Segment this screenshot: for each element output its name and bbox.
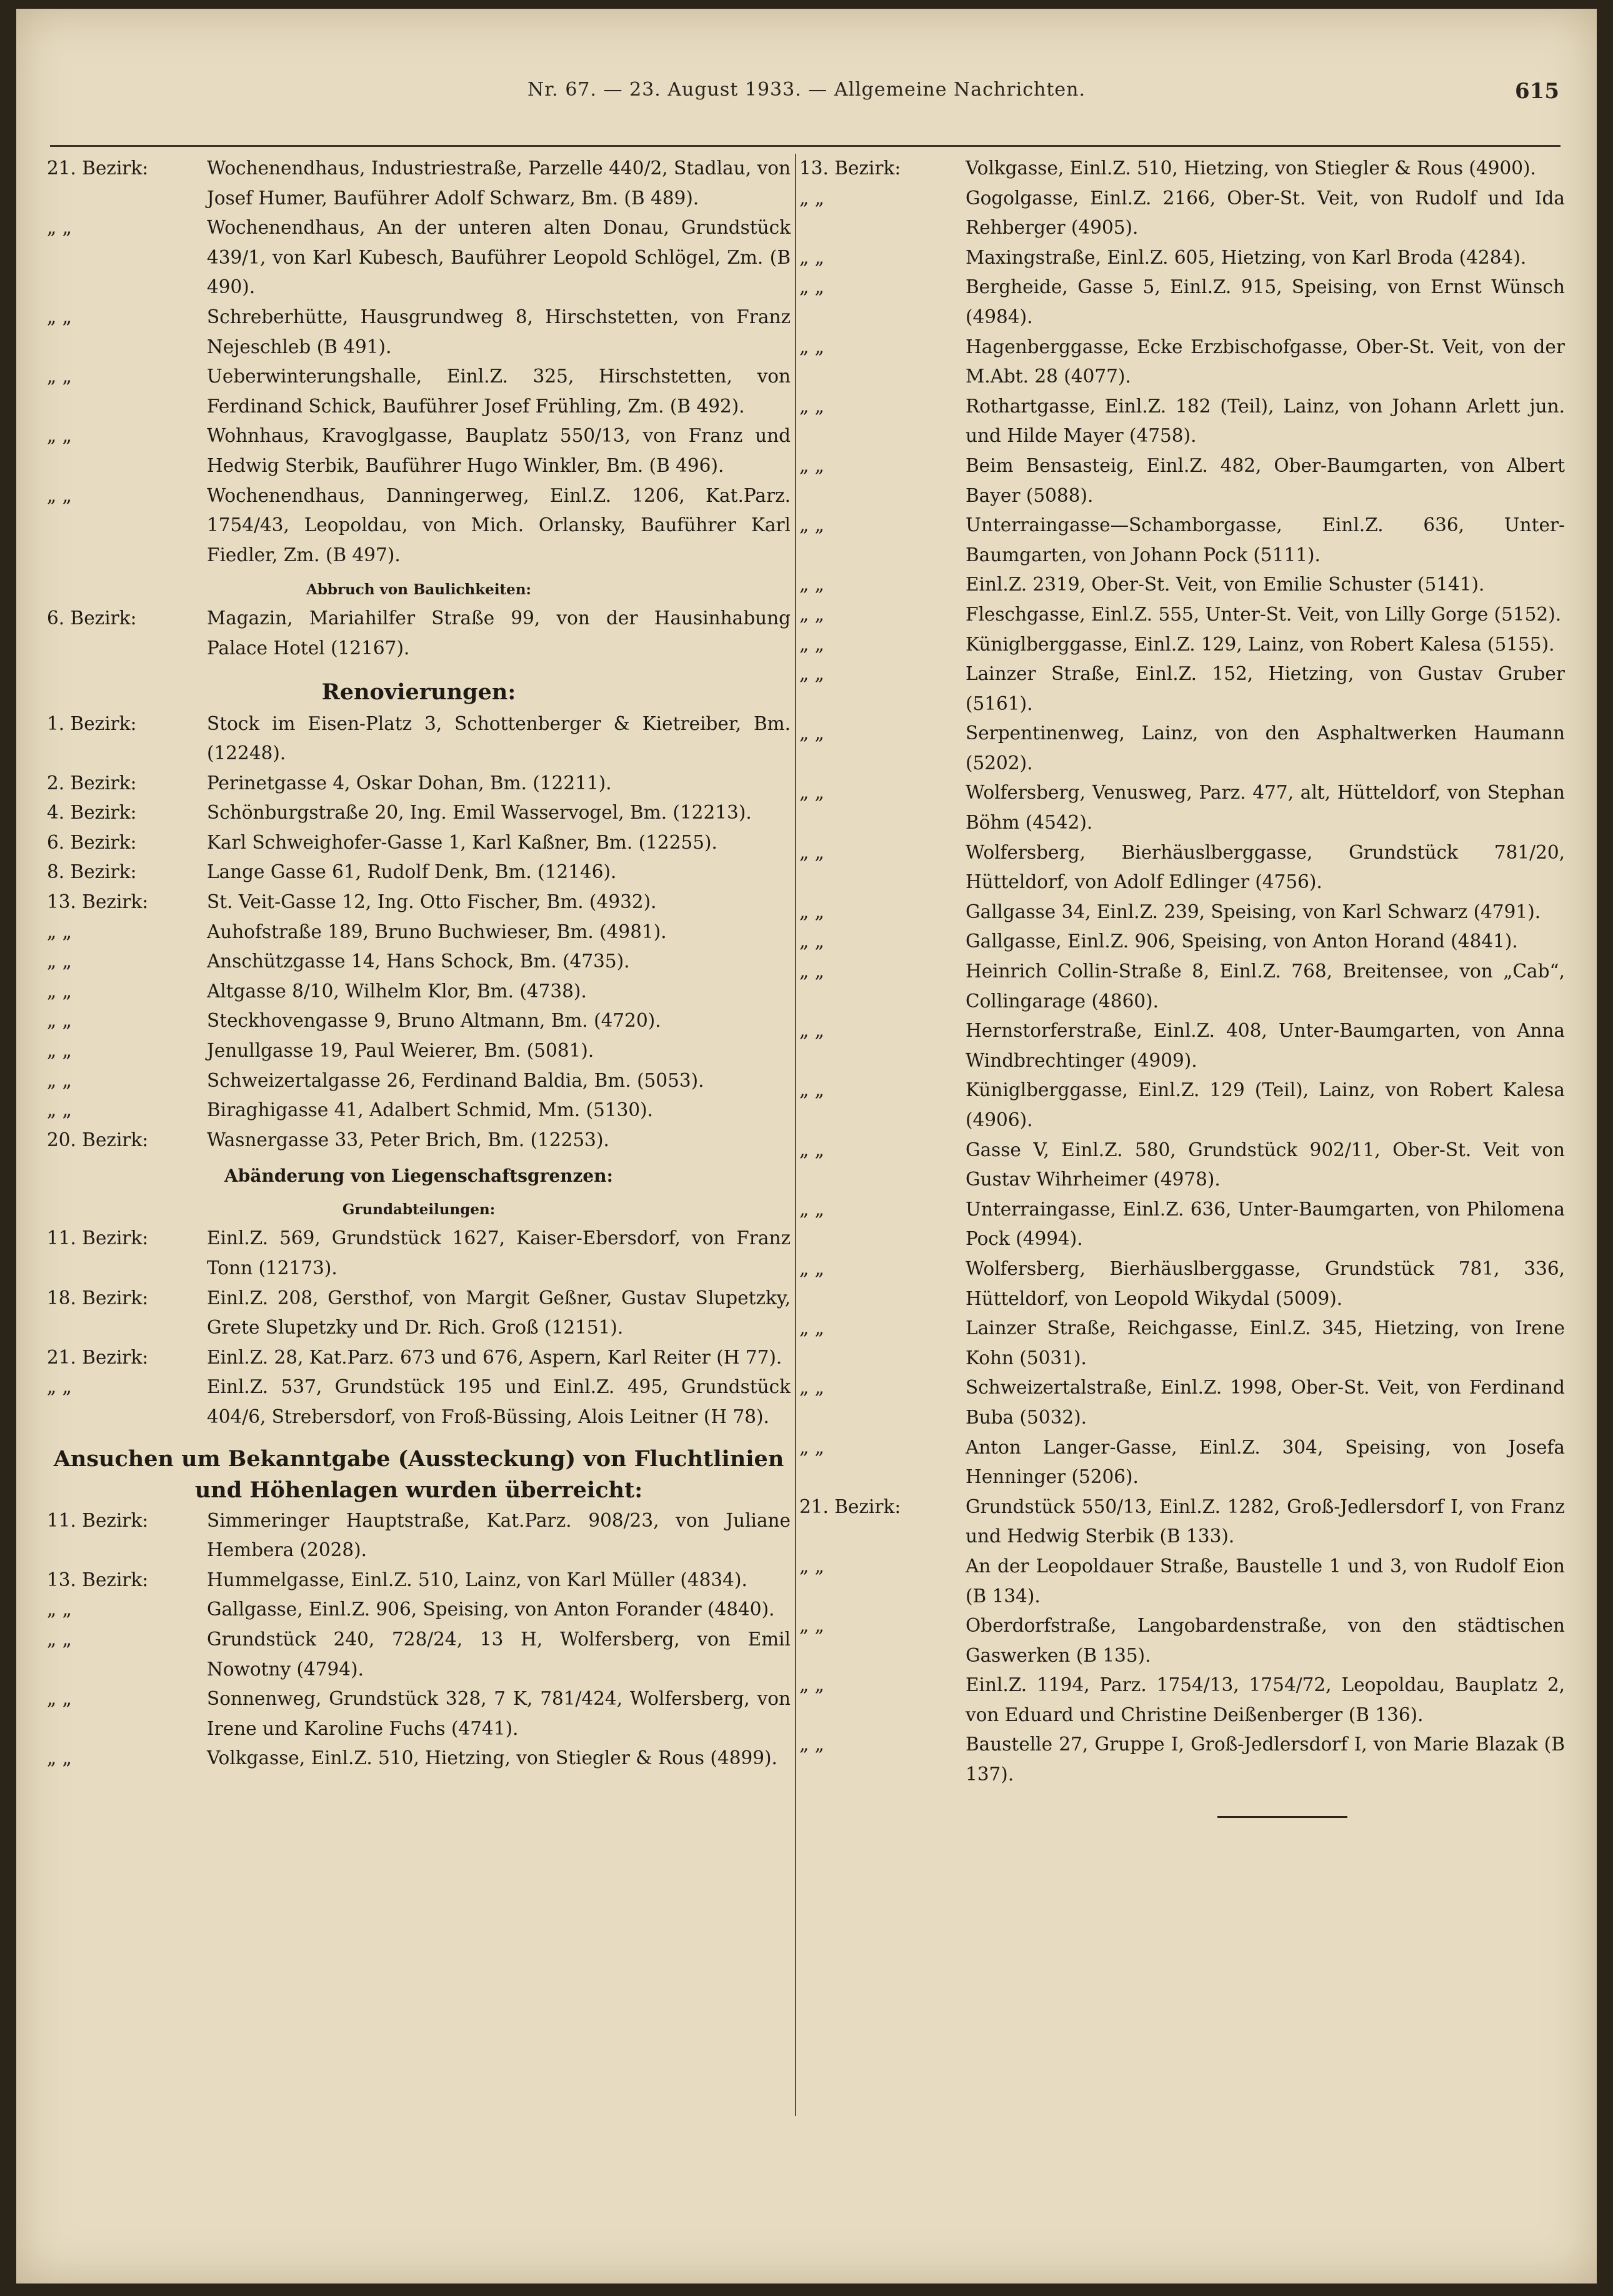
entry: [47, 1595, 791, 1625]
entry-label: „ „: [799, 1555, 824, 1577]
entry-label: „ „: [47, 1040, 72, 1062]
entry: [47, 798, 791, 828]
entry-text: Gogolgasse, Einl.Z. 2166, Ober-St. Veit, von Rudolf und Ida Rehberger (4905).: [966, 187, 1565, 239]
entry-label: „ „: [799, 276, 824, 298]
entry-label: „ „: [799, 1436, 824, 1458]
entry-label: „ „: [799, 454, 824, 476]
entry: [47, 977, 791, 1007]
abbruch-heading: Abbruch von Baulichkeiten:: [306, 581, 532, 599]
entry: [799, 927, 1565, 957]
entry-text: Biraghigasse 41, Adalbert Schmid, Mm. (5130).: [207, 1099, 654, 1121]
entry-label: 1. Bezirk:: [47, 712, 137, 734]
entry-label: 13. Bezirk:: [799, 157, 901, 179]
entry-label: 18. Bezirk:: [47, 1287, 149, 1309]
entry-label: „ „: [47, 1599, 72, 1620]
running-header: Nr. 67. — 23. August 1933. — Allgemeine Nachrichten.: [527, 79, 1086, 101]
entry-label: „ „: [799, 901, 824, 922]
entry-label: 20. Bezirk:: [47, 1129, 149, 1150]
entry: [799, 1254, 1565, 1314]
entry: [799, 1492, 1565, 1552]
page-number: 615: [1515, 79, 1559, 104]
entry-label: „ „: [47, 1069, 72, 1091]
entry-text: Volkgasse, Einl.Z. 510, Hietzing, von Stiegler & Rous (4900).: [966, 157, 1536, 179]
entry-text: Unterraingasse—Schamborgasse, Einl.Z. 636, Unter-Baumgarten, von Johann Pock (5111).: [966, 514, 1565, 566]
entry-text: Bergheide, Gasse 5, Einl.Z. 915, Speising, von Ernst Wünsch (4984).: [966, 276, 1565, 327]
entry-text: Sonnenweg, Grundstück 328, 7 K, 781/424, Wolfersberg, von Irene und Karoline Fuchs (4741).: [207, 1688, 791, 1739]
entry: [47, 917, 791, 947]
entry-text: Maxingstraße, Einl.Z. 605, Hietzing, von Karl Broda (4284).: [966, 246, 1527, 268]
entry: [47, 1565, 791, 1595]
entry: [799, 1195, 1565, 1254]
entry-text: Unterraingasse, Einl.Z. 636, Unter-Baumgarten, von Philomena Pock (4994).: [966, 1198, 1565, 1250]
entry-text: Gallgasse, Einl.Z. 906, Speising, von Anton Forander (4840).: [207, 1599, 775, 1620]
entry-text: Wolfersberg, Venusweg, Parz. 477, alt, Hütteldorf, von Stephan Böhm (4542).: [966, 782, 1565, 834]
block-3: [47, 709, 791, 1155]
entry: [47, 154, 791, 213]
entry: [799, 451, 1565, 511]
entry: [47, 857, 791, 887]
entry-label: „ „: [47, 306, 72, 327]
entry: [799, 897, 1565, 927]
renovierungen-heading: Renovierungen:: [321, 679, 516, 705]
entry: [47, 302, 791, 362]
entry-label: „ „: [47, 484, 72, 506]
entry-text: Beim Bensasteig, Einl.Z. 482, Ober-Baumgarten, von Albert Bayer (5088).: [966, 454, 1565, 506]
entry-text: Hummelgasse, Einl.Z. 510, Lainz, von Karl Müller (4834).: [207, 1569, 747, 1590]
entry: [799, 600, 1565, 630]
entry: [47, 1372, 791, 1432]
entry-text: Grundstück 550/13, Einl.Z. 1282, Groß-Jedlersdorf I, von Franz und Hedwig Sterbik (B 133).: [966, 1495, 1565, 1547]
entry-text: Schweizertalstraße, Einl.Z. 1998, Ober-St. Veit, von Ferdinand Buba (5032).: [966, 1377, 1565, 1428]
entry-text: Hernstorferstraße, Einl.Z. 408, Unter-Baumgarten, von Anna Windbrechtinger (4909).: [966, 1020, 1565, 1071]
entry-text: Schönburgstraße 20, Ing. Emil Wasservogel, Bm. (12213).: [207, 802, 752, 824]
entry-text: Karl Schweighofer-Gasse 1, Karl Kaßner, Bm. (12255).: [207, 831, 717, 853]
entry: [47, 1006, 791, 1036]
entry: [799, 1611, 1565, 1670]
entry-label: „ „: [799, 1615, 824, 1637]
entry-label: 21. Bezirk:: [47, 157, 149, 179]
entry: [47, 1625, 791, 1684]
entry: [47, 709, 791, 769]
entry-text: Wochenendhaus, Industriestraße, Parzelle 440/2, Stadlau, von Josef Humer, Bauführer Adolf Schwarz, Bm. (B 489).: [207, 157, 791, 209]
entry: [799, 392, 1565, 451]
entry-text: Heinrich Collin-Straße 8, Einl.Z. 768, Breitensee, von „Cab“, Collingarage (4860).: [966, 961, 1565, 1012]
entry-text: Fleschgasse, Einl.Z. 555, Unter-St. Veit, von Lilly Gorge (5152).: [966, 603, 1562, 625]
entry-text: Altgasse 8/10, Wilhelm Klor, Bm. (4738).: [207, 980, 587, 1002]
entry-text: Anton Langer-Gasse, Einl.Z. 304, Speising, von Josefa Henninger (5206).: [966, 1436, 1565, 1488]
entry: [799, 154, 1565, 184]
entry-label: „ „: [799, 395, 824, 417]
entry: [799, 1730, 1565, 1789]
grundabteilungen-heading: Grundabteilungen:: [342, 1201, 496, 1219]
entry: [799, 719, 1565, 778]
entry-text: Grundstück 240, 728/24, 13 H, Wolfersberg, von Emil Nowotny (4794).: [207, 1628, 791, 1680]
entry-label: „ „: [799, 246, 824, 268]
entry: [799, 659, 1565, 719]
entry: [799, 838, 1565, 897]
entry: [47, 1744, 791, 1774]
newspaper-page: [16, 9, 1597, 2284]
entry-text: Ueberwinterungshalle, Einl.Z. 325, Hirschstetten, von Ferdinand Schick, Bauführer Josef Frühling, Zm. (B 492).: [207, 366, 791, 417]
left-column: [47, 154, 791, 1774]
entry-label: „ „: [799, 961, 824, 982]
entry-text: Lainzer Straße, Einl.Z. 152, Hietzing, von Gustav Gruber (5161).: [966, 663, 1565, 714]
block-4: [47, 1224, 791, 1432]
entry-label: 21. Bezirk:: [47, 1346, 149, 1368]
entry-text: Wasnergasse 33, Peter Brich, Bm. (12253).: [207, 1129, 609, 1150]
entry-label: „ „: [799, 663, 824, 685]
entry-label: „ „: [47, 1010, 72, 1032]
entry-text: Rothartgasse, Einl.Z. 182 (Teil), Lainz, von Johann Arlett jun. und Hilde Mayer (4758).: [966, 395, 1565, 447]
entry: [799, 1314, 1565, 1373]
block-2: [47, 604, 791, 663]
column-divider: [795, 154, 796, 2116]
entry-label: 2. Bezirk:: [47, 772, 137, 794]
entry: [47, 604, 791, 663]
entry-text: An der Leopoldauer Straße, Baustelle 1 und 3, von Rudolf Eion (B 134).: [966, 1555, 1565, 1607]
entry: [799, 778, 1565, 837]
entry-label: „ „: [47, 1099, 72, 1121]
entry-label: „ „: [47, 1628, 72, 1650]
entry: [799, 1552, 1565, 1611]
entry-label: „ „: [799, 1139, 824, 1160]
entry: [799, 957, 1565, 1016]
entry-text: St. Veit-Gasse 12, Ing. Otto Fischer, Bm. (4932).: [207, 891, 657, 913]
page-header: [16, 79, 1597, 116]
entry-label: „ „: [799, 931, 824, 952]
entry-label: 6. Bezirk:: [47, 831, 137, 853]
entry: [799, 1136, 1565, 1195]
entry-text: Küniglberggasse, Einl.Z. 129, Lainz, von Robert Kalesa (5155).: [966, 633, 1555, 655]
entry: [47, 887, 791, 917]
entry: [47, 1066, 791, 1096]
entry-text: Baustelle 27, Gruppe I, Groß-Jedlersdorf I, von Marie Blazak (B 137).: [966, 1734, 1565, 1785]
entry: [799, 570, 1565, 600]
entry: [799, 332, 1565, 392]
entry-text: Gasse V, Einl.Z. 580, Grundstück 902/11, Ober-St. Veit von Gustav Wihrheimer (4978).: [966, 1139, 1565, 1190]
entry-label: „ „: [47, 951, 72, 972]
entry-text: Wochenendhaus, Danningerweg, Einl.Z. 1206, Kat.Parz. 1754/43, Leopoldau, von Mich. Orlansky, Bauführer Karl Fiedler, Zm. (B 497).: [207, 484, 791, 566]
entry-label: „ „: [799, 1257, 824, 1279]
abaenderung-heading: Abänderung von Liegenschaftsgrenzen:: [224, 1165, 613, 1187]
entry-text: Serpentinenweg, Lainz, von den Asphaltwerken Haumann (5202).: [966, 722, 1565, 774]
entry-label: 13. Bezirk:: [47, 891, 149, 913]
entry-text: Einl.Z. 208, Gersthof, von Margit Geßner, Gustav Slupetzky, Grete Slupetzky und Dr. Rich. Groß (12151).: [207, 1287, 791, 1339]
entry-label: „ „: [47, 921, 72, 942]
end-rule: [1217, 1816, 1347, 1818]
entry-text: Wolfersberg, Bierhäuslberggasse, Grundstück 781, 336, Hütteldorf, von Leopold Wikydal (5009).: [966, 1257, 1565, 1309]
entry: [799, 272, 1565, 332]
entry: [799, 243, 1565, 273]
entry-label: „ „: [799, 633, 824, 655]
header-rule: [50, 145, 1561, 147]
entry-label: „ „: [47, 1747, 72, 1769]
entry-text: Stock im Eisen-Platz 3, Schottenberger & Kietreiber, Bm. (12248).: [207, 712, 791, 764]
entry: [47, 947, 791, 977]
entry: [47, 1684, 791, 1744]
entry-text: Perinetgasse 4, Oskar Dohan, Bm. (12211).: [207, 772, 612, 794]
entry-text: Anschützgasse 14, Hans Schock, Bm. (4735).: [207, 951, 630, 972]
entry-text: Einl.Z. 1194, Parz. 1754/13, 1754/72, Leopoldau, Bauplatz 2, von Eduard und Christine Deißenberger (B 136).: [966, 1674, 1565, 1725]
block-right: [799, 154, 1565, 1790]
entry-label: „ „: [799, 782, 824, 804]
entry-label: 11. Bezirk:: [47, 1227, 149, 1249]
entry-label: „ „: [799, 1079, 824, 1101]
entry-text: Einl.Z. 569, Grundstück 1627, Kaiser-Ebersdorf, von Franz Tonn (12173).: [207, 1227, 791, 1279]
entry: [47, 1284, 791, 1343]
entry: [47, 213, 791, 302]
entry: [799, 1076, 1565, 1135]
entry-text: Lange Gasse 61, Rudolf Denk, Bm. (12146).: [207, 861, 617, 883]
entry-label: 4. Bezirk:: [47, 802, 137, 824]
entry-text: Volkgasse, Einl.Z. 510, Hietzing, von Stiegler & Rous (4899).: [207, 1747, 777, 1769]
entry-text: Magazin, Mariahilfer Straße 99, von der Hausinhabung Palace Hotel (12167).: [207, 607, 791, 659]
entry-text: Wolfersberg, Bierhäuslberggasse, Grundstück 781/20, Hütteldorf, von Adolf Edlinger (4756).: [966, 841, 1565, 893]
entry-text: Gallgasse 34, Einl.Z. 239, Speising, von Karl Schwarz (4791).: [966, 901, 1541, 922]
entry-label: 13. Bezirk:: [47, 1569, 149, 1590]
entry: [47, 1126, 791, 1155]
entry-label: „ „: [799, 336, 824, 357]
entry: [47, 1343, 791, 1373]
entry-text: Schreberhütte, Hausgrundweg 8, Hirschstetten, von Franz Nejeschleb (B 491).: [207, 306, 791, 357]
entry-label: „ „: [799, 1317, 824, 1339]
entry-label: „ „: [799, 574, 824, 596]
entry-label: „ „: [47, 366, 72, 387]
entry-label: 21. Bezirk:: [799, 1495, 901, 1517]
entry: [47, 769, 791, 799]
entry-label: „ „: [799, 1020, 824, 1042]
entry-text: Schweizertalgasse 26, Ferdinand Baldia, Bm. (5053).: [207, 1069, 704, 1091]
entry: [47, 1096, 791, 1126]
block-5: [47, 1506, 791, 1774]
entry-label: „ „: [799, 1734, 824, 1755]
entry-label: 11. Bezirk:: [47, 1509, 149, 1531]
entry-label: „ „: [799, 841, 824, 863]
entry-text: Küniglberggasse, Einl.Z. 129 (Teil), Lainz, von Robert Kalesa (4906).: [966, 1079, 1565, 1131]
entry: [47, 362, 791, 421]
entry-label: „ „: [799, 514, 824, 536]
entry-text: Simmeringer Hauptstraße, Kat.Parz. 908/23, von Juliane Hembera (2028).: [207, 1509, 791, 1561]
entry-label: „ „: [799, 722, 824, 744]
entry-label: „ „: [799, 1377, 824, 1399]
entry: [47, 1036, 791, 1066]
entry: [799, 630, 1565, 660]
entry-label: „ „: [799, 1674, 824, 1696]
entry-text: Einl.Z. 28, Kat.Parz. 673 und 676, Aspern, Karl Reiter (H 77).: [207, 1346, 782, 1368]
entry-label: „ „: [47, 217, 72, 239]
entry-text: Jenullgasse 19, Paul Weierer, Bm. (5081).: [207, 1040, 594, 1062]
entry-label: „ „: [799, 1198, 824, 1220]
entry-label: „ „: [47, 425, 72, 447]
entry: [47, 481, 791, 571]
entry-text: Gallgasse, Einl.Z. 906, Speising, von Anton Horand (4841).: [966, 931, 1518, 952]
block-1: [47, 154, 791, 570]
entry-text: Lainzer Straße, Reichgasse, Einl.Z. 345, Hietzing, von Irene Kohn (5031).: [966, 1317, 1565, 1369]
entry-text: Hagenberggasse, Ecke Erzbischofgasse, Ober-St. Veit, von der M.Abt. 28 (4077).: [966, 336, 1565, 387]
entry: [799, 1016, 1565, 1076]
entry-text: Einl.Z. 537, Grundstück 195 und Einl.Z. 495, Grundstück 404/6, Strebersdorf, von Froß-Büssing, Alois Leitner (H 78).: [207, 1376, 791, 1427]
right-column: [799, 154, 1565, 1818]
entry-text: Wohnhaus, Kravoglgasse, Bauplatz 550/13, von Franz und Hedwig Sterbik, Bauführer Hugo Winkler, Bm. (B 496).: [207, 425, 791, 476]
entry: [47, 421, 791, 481]
entry-text: Wochenendhaus, An der unteren alten Donau, Grundstück 439/1, von Karl Kubesch, Bauführer Leopold Schlögel, Zm. (B 490).: [207, 217, 791, 298]
entry: [47, 1224, 791, 1283]
entry-label: „ „: [47, 1688, 72, 1710]
entry: [799, 1373, 1565, 1432]
entry-label: 8. Bezirk:: [47, 861, 137, 883]
ansuchen-heading: Ansuchen um Bekanntgabe (Aussteckung) von Fluchtlinien und Höhenlagen wurden überreicht:: [53, 1445, 784, 1503]
entry-text: Steckhovengasse 9, Bruno Altmann, Bm. (4720).: [207, 1010, 661, 1032]
entry: [799, 1433, 1565, 1492]
entry-label: „ „: [799, 603, 824, 625]
entry: [799, 1670, 1565, 1730]
entry-label: „ „: [47, 980, 72, 1002]
entry: [799, 184, 1565, 243]
entry-label: 6. Bezirk:: [47, 607, 137, 629]
entry-label: „ „: [47, 1376, 72, 1398]
entry-label: „ „: [799, 187, 824, 209]
entry-text: Einl.Z. 2319, Ober-St. Veit, von Emilie Schuster (5141).: [966, 574, 1485, 596]
entry: [799, 511, 1565, 570]
entry: [47, 1506, 791, 1565]
entry: [47, 828, 791, 858]
entry-text: Oberdorfstraße, Langobardenstraße, von den städtischen Gaswerken (B 135).: [966, 1615, 1565, 1666]
entry-text: Auhofstraße 189, Bruno Buchwieser, Bm. (4981).: [207, 921, 667, 942]
